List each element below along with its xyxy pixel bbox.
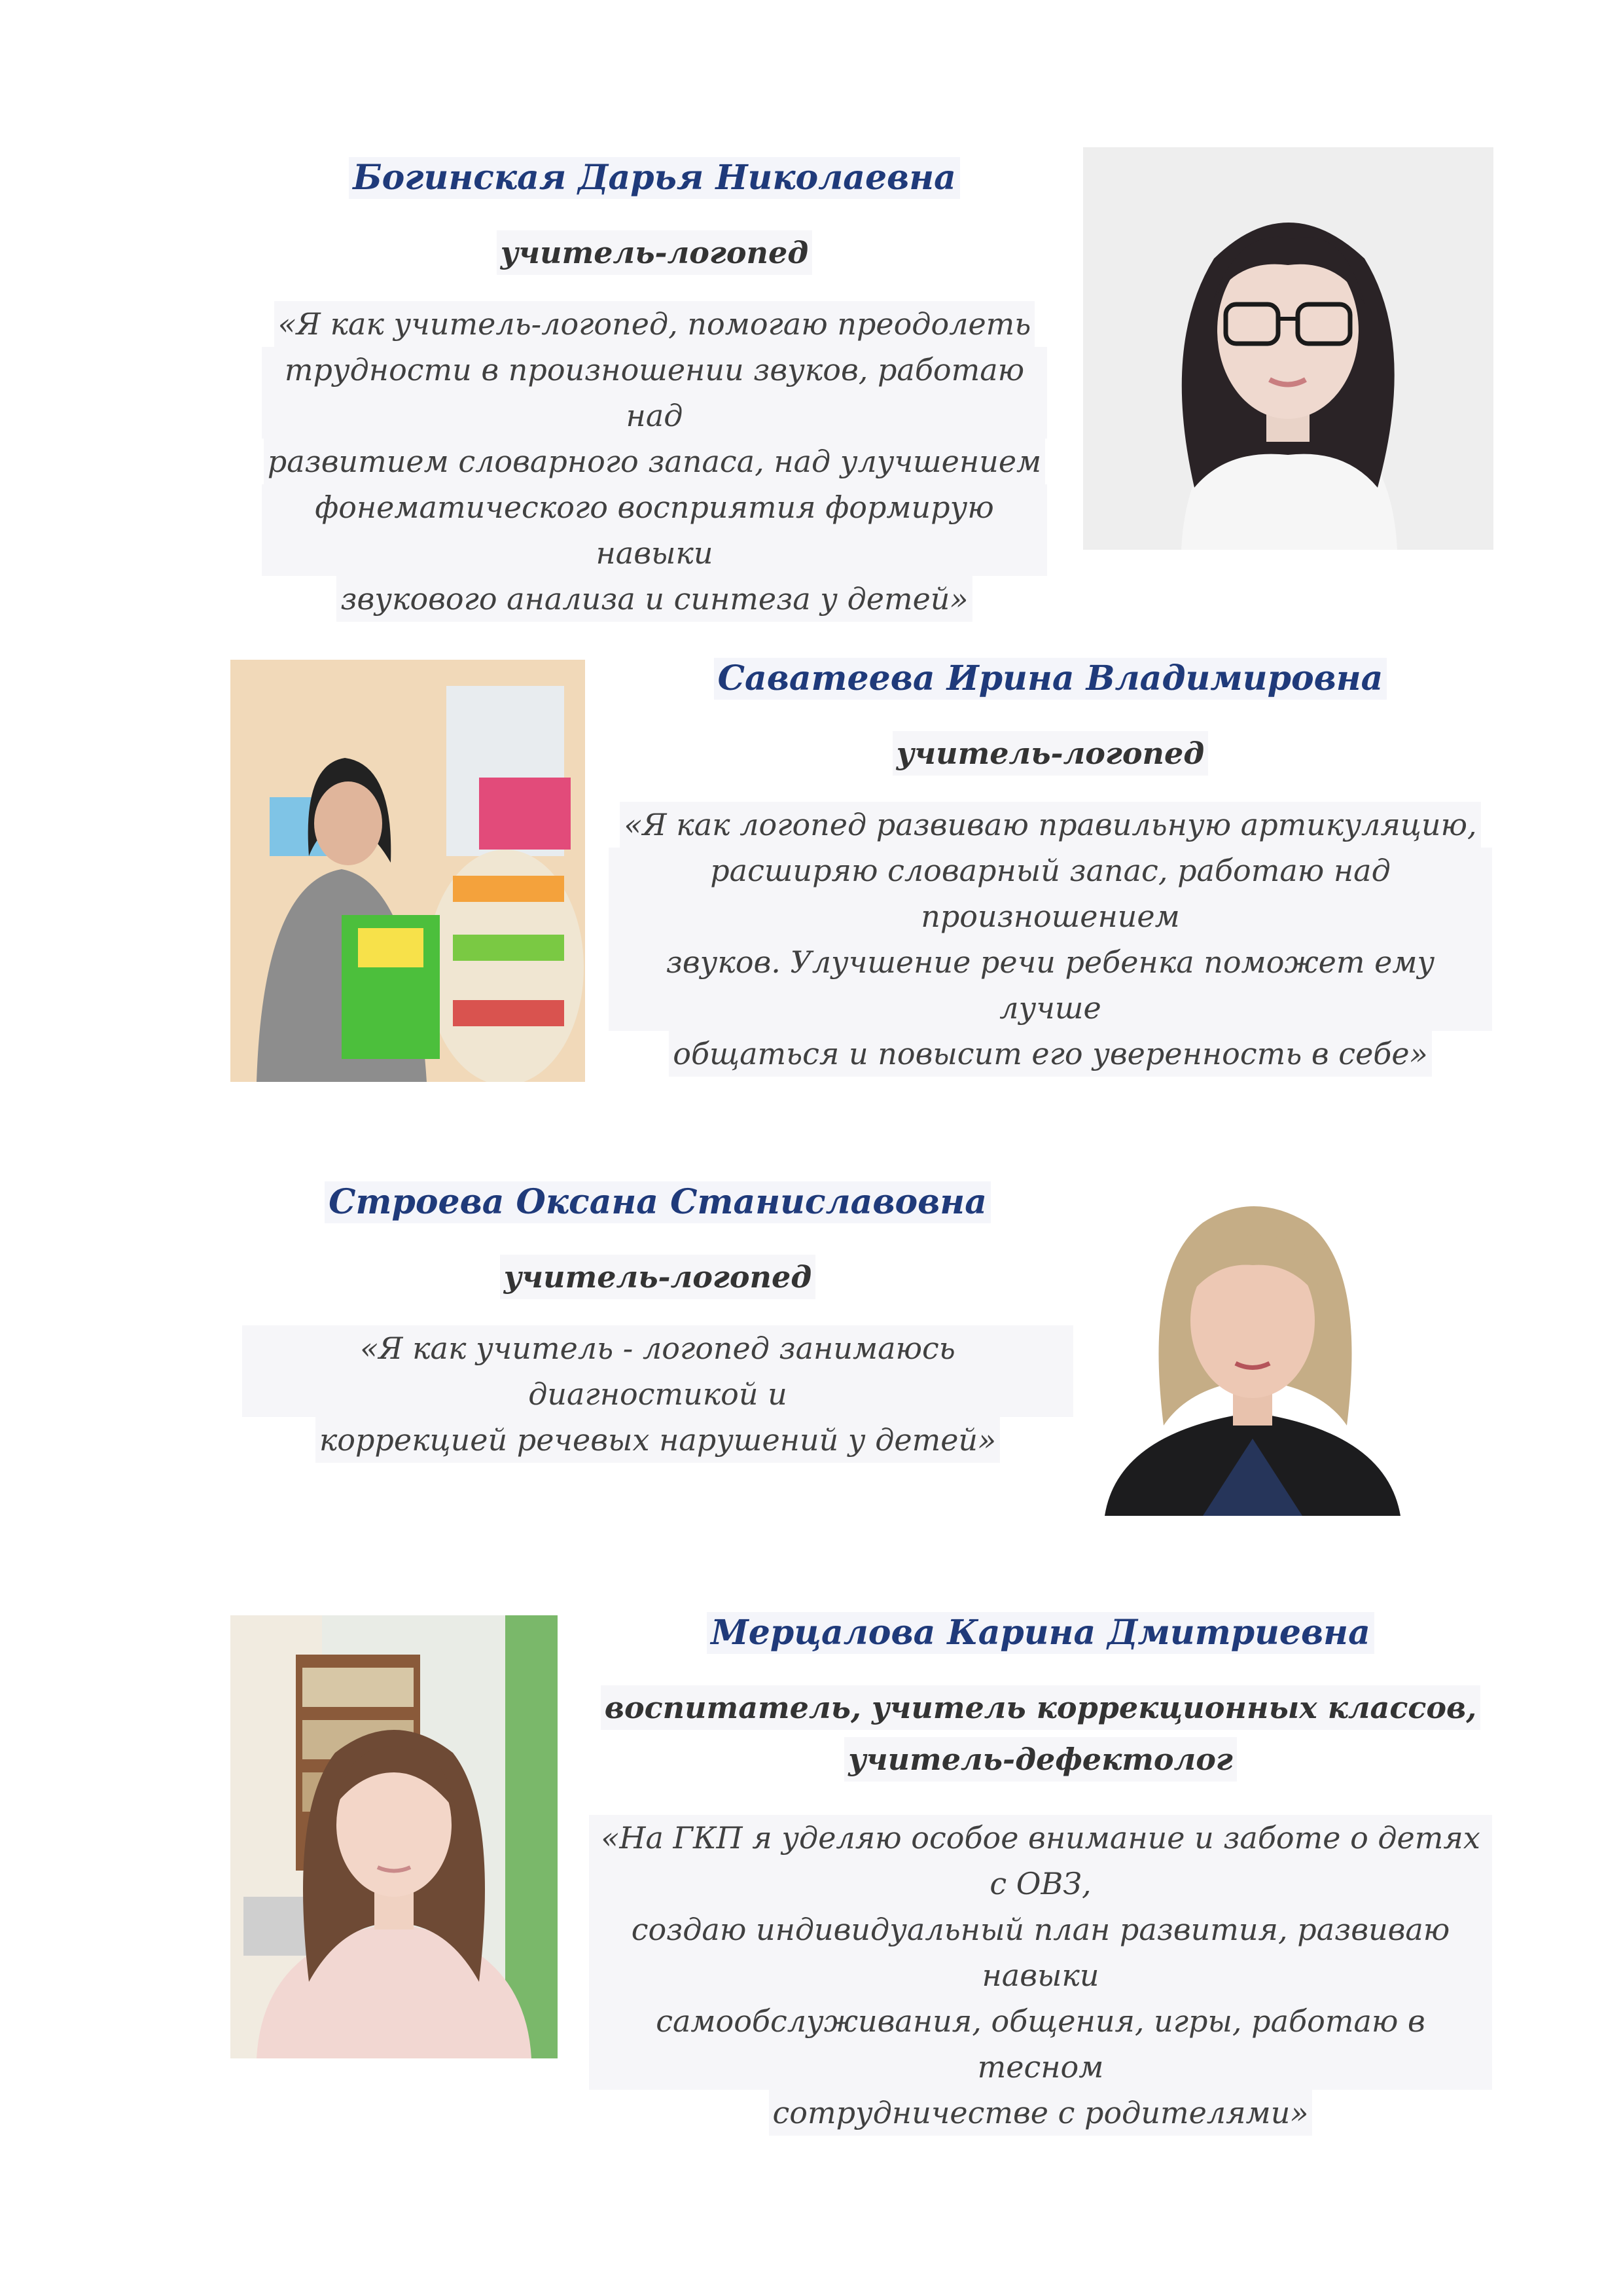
quote-line: коррекцией речевых нарушений у детей» xyxy=(315,1417,1000,1463)
quote-line: «Я как логопед развиваю правильную артикуляцию, xyxy=(620,802,1480,848)
quote-line: самообслуживания, общения, игры, работаю в тесном xyxy=(589,1998,1492,2090)
teacher-1-text xyxy=(262,157,1047,622)
teacher-name: Богинская Дарья Николаевна xyxy=(349,157,960,199)
teacher-role: учитель-логопед xyxy=(497,230,813,275)
portrait-photo-icon xyxy=(230,660,585,1082)
teacher-3-photo xyxy=(1105,1190,1400,1516)
teacher-quote xyxy=(242,1325,1073,1463)
portrait-photo-icon xyxy=(1105,1190,1400,1516)
portrait-photo-icon xyxy=(1083,147,1493,550)
quote-line: общаться и повысит его уверенность в себе» xyxy=(669,1031,1431,1077)
quote-line: развитием словарного запаса, над улучшением xyxy=(264,439,1045,484)
quote-line: расширяю словарный запас, работаю над произношением xyxy=(609,848,1492,939)
teacher-role: учитель-дефектолог xyxy=(844,1737,1237,1782)
teacher-quote xyxy=(609,802,1492,1077)
quote-line: сотрудничестве с родителями» xyxy=(769,2090,1313,2136)
teacher-role: воспитатель, учитель коррекционных классов, xyxy=(601,1685,1481,1730)
teacher-role: учитель-логопед xyxy=(893,731,1209,776)
teacher-2-text xyxy=(609,658,1492,1077)
teacher-name: Строева Оксана Станиславовна xyxy=(325,1181,991,1223)
quote-line: трудности в произношении звуков, работаю над xyxy=(262,347,1047,439)
teacher-role: учитель-логопед xyxy=(500,1255,816,1299)
teacher-3-text xyxy=(242,1181,1073,1463)
teacher-4-photo xyxy=(230,1615,558,2058)
quote-line: звуков. Улучшение речи ребенка поможет ему лучше xyxy=(609,939,1492,1031)
quote-line: «На ГКП я уделяю особое внимание и заботе о детях с ОВЗ, xyxy=(589,1815,1492,1907)
teacher-quote xyxy=(589,1815,1492,2136)
teacher-4-text xyxy=(589,1612,1492,2136)
quote-line: «Я как учитель - логопед занимаюсь диагностикой и xyxy=(242,1325,1073,1417)
teacher-1-photo xyxy=(1083,147,1493,550)
quote-line: звукового анализа и синтеза у детей» xyxy=(336,576,972,622)
quote-line: фонематического восприятия формирую навыки xyxy=(262,484,1047,576)
teacher-name: Мерцалова Карина Дмитриевна xyxy=(707,1612,1374,1654)
teacher-quote xyxy=(262,301,1047,622)
teacher-2-photo xyxy=(230,660,585,1082)
teacher-name: Саватеева Ирина Владимировна xyxy=(714,658,1387,700)
quote-line: «Я как учитель-логопед, помогаю преодолеть xyxy=(274,301,1035,347)
portrait-photo-icon xyxy=(230,1615,558,2058)
quote-line: создаю индивидуальный план развития, развиваю навыки xyxy=(589,1907,1492,1998)
